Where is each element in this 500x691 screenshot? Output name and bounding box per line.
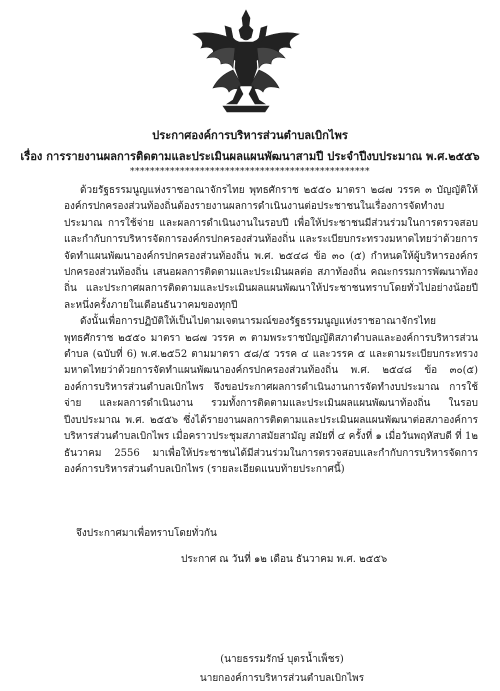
- announcement-body: [64, 183, 478, 478]
- date-line: ประกาศ ณ วันที่ ๑๒ เดือน ธันวาคม พ.ศ. ๒๕๕๖: [181, 554, 388, 565]
- body-paragraph-2: ดังนั้นเพื่อการปฏิบัติให้เป็นไปตามเจตนารมณ์ของรัฐธรรมนูญแห่งราชอาณาจักรไทย พุทธศักราช ๒๕๕๐ มาตรา ๒๘๗ วรรค ๓ ตามพระราชบัญญัติสภาตำบลและองค์การบริหารส่วนตำบล (ฉบับที่ 6) พ.ศ.๒๕52 ตามมาตรา ๕๘/๕ วรรค ๔ และวรรค ๕ และตามระเบียบกระทรวงมหาดไทยว่าด้วยการจัดทำแผนพัฒนาองค์กรปกครองส่วนท้องถิ่น พ.ศ. ๒๕๔๘ ข้อ ๓๐(๕) องค์การบริหารส่วนตำบลเบิกไพร จึงขอประกาศผลการดำเนินงานการจัดทำงบประมาณ การใช้จ่าย และผลการดำเนินงาน รวมทั้งการติดตามและประเมินผลแผนพัฒนาท้องถิ่น ในรอบปีงบประมาณ พ.ศ. ๒๕๕๖ ซึ่งได้รายงานผลการติดตามและประเมินผลแผนพัฒนาต่อสภาองค์การบริหารส่วนตำบลเบิกไพร เมื่อคราวประชุมสภาสมัยสามัญ สมัยที่ ๔ ครั้งที่ ๑ เมื่อวันพฤหัสบดี ที่ 1๒ ธันวาคม 2556 มาเพื่อให้ประชาชนได้มีส่วนร่วมในการตรวจสอบและกำกับการบริหารจัดการองค์การบริหารส่วนตำบลเบิกไพร (รายละเอียดแนบท้ายประกาศนี้): [64, 316, 478, 475]
- announcement-title: ประกาศองค์การบริหารส่วนตำบลเบิกไพร: [152, 128, 348, 142]
- signatory-name: (นายธรรมรักษ์ บุตรน้ำเพ็ชร): [220, 654, 344, 665]
- announcement-subject: [0, 149, 500, 163]
- separator-line: ************************************************: [130, 167, 370, 177]
- body-paragraph-1: ด้วยรัฐธรรมนูญแห่งราชอาณาจักรไทย พุทธศักราช ๒๕๕๐ มาตรา ๒๘๗ วรรค ๓ บัญญัติให้องค์กรปกครองส่วนท้องถิ่นต้องรายงานผลการดำเนินงานต่อประชาชนในเรื่องการจัดทำงบประมาณ การใช้จ่าย และผลการดำเนินงานในรอบปี เพื่อให้ประชาชนมีส่วนร่วมในการตรวจสอบและกำกับการบริหารจัดการองค์กรปกครองส่วนท้องถิ่น และระเบียบกระทรวงมหาดไทยว่าด้วยการจัดทำแผนพัฒนาองค์กรปกครองส่วนท้องถิ่น พ.ศ. ๒๕๔๘ ข้อ ๓๐ (๕) กำหนดให้ผู้บริหารองค์กรปกครองส่วนท้องถิ่น เสนอผลการติดตามและประเมินผลต่อ สภาท้องถิ่น คณะกรรมการพัฒนาท้องถิ่น และประกาศผลการติดตามและประเมินผลแผนพัฒนาให้ประชาชนทราบโดยทั่วไปอย่างน้อยปีละหนึ่งครั้งภายในเดือนธันวาคมของทุกปี: [64, 185, 478, 311]
- subject-text: การรายงานผลการติดตามและประเมินผลแผนพัฒนาสามปี ประจำปีงบประมาณ พ.ศ.๒๕๕๖: [46, 149, 480, 163]
- announce-line: จึงประกาศมาเพื่อทราบโดยทั่วกัน: [76, 528, 217, 539]
- garuda-emblem-icon: [187, 8, 305, 116]
- subject-label: เรื่อง: [20, 149, 43, 163]
- signatory-position: นายกองค์การบริหารส่วนตำบลเบิกไพร: [199, 673, 365, 684]
